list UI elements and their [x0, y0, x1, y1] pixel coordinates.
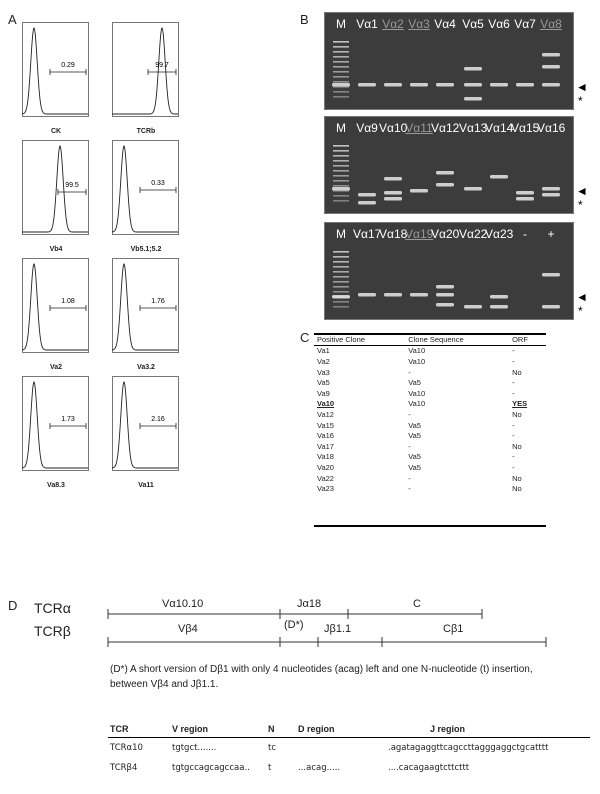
lane-label: Vα19	[405, 227, 434, 241]
clone-row	[314, 420, 546, 431]
clone-cell: No	[512, 441, 522, 451]
clone-table-bottom-rule	[314, 525, 546, 527]
histogram-label: Vb4	[49, 246, 63, 253]
lane-label: Vα18	[379, 227, 408, 241]
lane-label: Vα2	[382, 17, 404, 31]
clone-row	[314, 409, 546, 420]
gel-3	[324, 222, 574, 320]
lane-label: Vα9	[356, 121, 378, 135]
tcr-beta-d-segment: (D*)	[284, 619, 304, 631]
gate-value: 1.08	[61, 298, 75, 305]
histogram-plot	[22, 258, 90, 362]
lane-label: M	[336, 17, 346, 31]
gate-value: 1.73	[61, 416, 75, 423]
clone-cell: Va2	[317, 356, 330, 366]
clone-cell: -	[512, 378, 515, 388]
clone-table	[314, 334, 546, 494]
histogram-plot	[112, 258, 180, 362]
histogram-label: Va3.2	[137, 364, 155, 371]
clone-cell: -	[512, 346, 515, 356]
histogram-plot	[112, 140, 180, 244]
clone-row	[314, 399, 546, 410]
clone-cell: -	[512, 388, 515, 398]
clone-cell: Va12	[317, 409, 334, 419]
sequence-row	[108, 738, 590, 759]
panel-label-b: B	[300, 12, 309, 27]
gate-value: 0.29	[61, 62, 75, 69]
lane-label: Vα16	[537, 121, 566, 135]
panel-label-d: D	[8, 598, 18, 613]
histogram-label: Va11	[138, 482, 154, 489]
sequence-cell	[296, 738, 370, 759]
seq-header-tcr: TCR	[108, 721, 170, 738]
seq-header-j: J region	[370, 721, 590, 738]
sequence-cell: .agatagaggttcagccttagggaggctgcatttt	[388, 743, 549, 753]
tcr-alpha-label: TCRα	[34, 600, 71, 616]
clone-cell: Va10	[408, 399, 426, 409]
band-arrow-marker: ◄	[576, 80, 588, 94]
band-arrow-marker: ◄	[576, 290, 588, 304]
lane-label: Vα22	[459, 227, 488, 241]
histogram-label: Vb5.1;5.2	[130, 246, 162, 253]
clone-cell: Va10	[408, 346, 426, 356]
seq-header-d: D region	[296, 721, 370, 738]
gate-value: 2.16	[151, 416, 165, 423]
clone-cell: YES	[512, 399, 528, 409]
tcr-beta-j-segment: Jβ1.1	[324, 623, 352, 635]
lane-label: Vα8	[540, 17, 562, 31]
clone-cell: -	[512, 420, 515, 430]
gate-value: 1.76	[151, 298, 165, 305]
clone-row	[314, 377, 546, 388]
clone-cell: No	[512, 367, 522, 377]
histogram-label: TCRb	[136, 128, 156, 135]
clone-row	[314, 388, 546, 399]
clone-cell: No	[512, 409, 522, 419]
gate-value: 0.33	[151, 180, 165, 187]
histogram-label: CK	[50, 128, 62, 135]
histogram-3	[22, 140, 90, 260]
clone-cell: Va22	[317, 473, 334, 483]
clone-cell: Va5	[408, 431, 421, 441]
lane-label: Vα23	[485, 227, 514, 241]
clone-cell: -	[408, 409, 411, 419]
lane-label: Vα17	[353, 227, 382, 241]
seq-header-v: V region	[170, 721, 266, 738]
clone-cell: No	[512, 473, 522, 483]
band-star-marker: *	[578, 304, 583, 318]
tcr-beta-label: TCRβ	[34, 623, 71, 639]
histogram-1	[22, 22, 90, 142]
clone-cell: Va5	[408, 378, 421, 388]
histogram-plot	[22, 22, 90, 126]
histogram-label: Va8.3	[47, 482, 65, 489]
panel-label-a: A	[8, 12, 17, 27]
sequence-cell: TCRα10	[110, 743, 143, 753]
lane-label: Vα11	[405, 121, 433, 135]
gel-1	[324, 12, 574, 110]
lane-label: Vα5	[462, 17, 484, 31]
clone-cell: Va20	[317, 462, 334, 472]
clone-cell: Va5	[408, 420, 421, 430]
sequence-cell: tgtgct.......	[172, 743, 217, 753]
clone-row	[314, 430, 546, 441]
sequence-cell: tc	[268, 743, 277, 753]
tcr-beta-c-segment: Cβ1	[443, 623, 464, 635]
clone-row	[314, 356, 546, 367]
clone-cell: Va10	[408, 356, 426, 366]
clone-row	[314, 345, 546, 356]
tcr-alpha-v-segment: Vα10.10	[162, 598, 204, 610]
histogram-8	[112, 376, 180, 496]
sequence-table	[108, 721, 590, 778]
clone-cell: No	[512, 484, 522, 494]
lane-label: Vα12	[431, 121, 460, 135]
histogram-plot	[22, 376, 90, 480]
tcr-alpha-c-segment: C	[413, 598, 421, 610]
band-arrow-marker: ◄	[576, 184, 588, 198]
clone-cell: -	[512, 356, 515, 366]
clone-row	[314, 367, 546, 378]
lane-label: Vα6	[488, 17, 510, 31]
lane-label: +	[547, 227, 555, 241]
clone-cell: Va5	[408, 462, 421, 472]
gate-value: 99.7	[155, 62, 169, 69]
sequence-cell: ...acag.....	[298, 763, 341, 773]
clone-cell: Va5	[408, 452, 421, 462]
lane-label: Vα3	[408, 17, 430, 31]
histogram-7	[22, 376, 90, 496]
clone-row	[314, 452, 546, 463]
seq-header-n: N	[266, 721, 296, 738]
clone-cell: Va15	[317, 420, 334, 430]
clone-table-top-rule	[314, 333, 546, 335]
clone-cell: Va9	[317, 388, 330, 398]
lane-label: Vα4	[434, 17, 456, 31]
histogram-5	[22, 258, 90, 378]
lane-label: Vα14	[485, 121, 514, 135]
tcr-alpha-j-segment: Jα18	[297, 598, 322, 610]
sequence-row	[108, 758, 590, 778]
lane-label: Vα20	[431, 227, 460, 241]
clone-row	[314, 473, 546, 484]
sequence-cell: ....cacagaagtcttcttt	[388, 763, 470, 773]
histogram-label: Va2	[49, 364, 63, 371]
lane-label: M	[336, 121, 346, 135]
lane-label: M	[336, 227, 346, 241]
lane-label: Vα1	[356, 17, 378, 31]
band-star-marker: *	[578, 198, 583, 212]
clone-header-positive: Positive Clone	[314, 334, 405, 345]
clone-cell: Va10	[317, 399, 335, 409]
sequence-cell: TCRβ4	[110, 763, 138, 773]
histogram-6	[112, 258, 180, 378]
d-star-note: (D*) A short version of Dβ1 with only 4 nucleotides (acag) left and one N-nucleotide (t) insertion, between Vβ4 and Jβ1.1.	[110, 664, 533, 690]
clone-row	[314, 441, 546, 452]
clone-cell: -	[408, 484, 411, 494]
clone-cell: -	[512, 431, 515, 441]
clone-cell: Va5	[317, 378, 330, 388]
histogram-4	[112, 140, 180, 260]
clone-cell: Va18	[317, 452, 334, 462]
clone-cell: -	[512, 462, 515, 472]
histogram-plot	[112, 22, 180, 126]
lane-label: Vα7	[514, 17, 536, 31]
lane-label: Vα10	[379, 121, 408, 135]
clone-header-sequence: Clone Sequence	[405, 334, 509, 345]
clone-cell: -	[408, 473, 411, 483]
clone-cell: Va3	[317, 367, 330, 377]
gate-value: 99.5	[65, 182, 79, 189]
lane-label: Vα13	[459, 121, 488, 135]
clone-cell: -	[408, 367, 411, 377]
histogram-plot	[22, 140, 90, 244]
histogram-2	[112, 22, 180, 142]
lane-label: Vα15	[511, 121, 540, 135]
clone-cell: Va23	[317, 484, 334, 494]
sequence-cell: t	[268, 763, 272, 773]
clone-cell: Va1	[317, 346, 330, 356]
gel-2	[324, 116, 574, 214]
clone-cell: -	[408, 441, 411, 451]
sequence-cell: tgtgccagcagccaa..	[172, 763, 250, 773]
clone-row	[314, 483, 546, 494]
clone-header-orf: ORF	[509, 334, 546, 345]
clone-cell: Va16	[317, 431, 334, 441]
clone-cell: -	[512, 452, 515, 462]
tcr-beta-v-segment: Vβ4	[178, 623, 198, 635]
histogram-plot	[112, 376, 180, 480]
clone-cell: Va10	[408, 388, 426, 398]
band-star-marker: *	[578, 94, 583, 108]
clone-row	[314, 462, 546, 473]
lane-label: -	[523, 227, 527, 241]
panel-label-c: C	[300, 330, 310, 345]
clone-cell: Va17	[317, 441, 334, 451]
